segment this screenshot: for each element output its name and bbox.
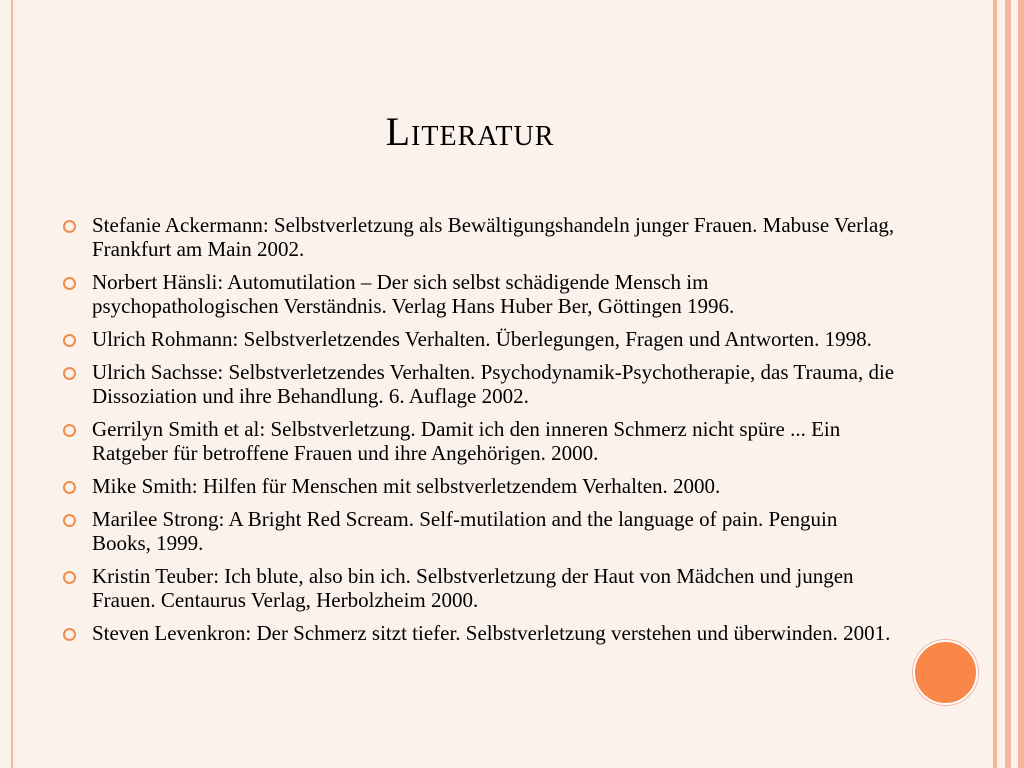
orange-circle-icon — [913, 640, 978, 705]
ring-bullet-icon — [63, 628, 76, 641]
reference-text: Stefanie Ackermann: Selbstverletzung als Bewältigungshandeln junger Frauen. Mabuse Verlag, Frankfurt am Main 2002. — [92, 213, 895, 261]
slide-title: Literatur — [385, 109, 555, 154]
ring-bullet-icon — [63, 424, 76, 437]
reference-list — [60, 213, 900, 654]
stripe — [1011, 0, 1018, 768]
reference-item — [60, 327, 900, 351]
stripe — [997, 0, 1005, 768]
reference-text: Mike Smith: Hilfen für Menschen mit selbstverletzendem Verhalten. 2000. — [92, 474, 721, 498]
reference-item — [60, 360, 900, 408]
ring-bullet-icon — [63, 514, 76, 527]
reference-item — [60, 213, 900, 261]
ring-bullet-icon — [63, 367, 76, 380]
ring-bullet-icon — [63, 571, 76, 584]
reference-text: Marilee Strong: A Bright Red Scream. Self-mutilation and the language of pain. Penguin Books, 1999. — [92, 507, 838, 555]
reference-item — [60, 474, 900, 498]
reference-text: Norbert Hänsli: Automutilation – Der sich selbst schädigende Mensch im psychopathologischen Verständnis. Verlag Hans Huber Ber, Göttingen 1996. — [92, 270, 735, 318]
reference-text: Kristin Teuber: Ich blute, also bin ich. Selbstverletzung der Haut von Mädchen und jungen Frauen. Centaurus Verlag, Herbolzheim 2000. — [92, 564, 854, 612]
ring-bullet-icon — [63, 481, 76, 494]
reference-text: Ulrich Sachsse: Selbstverletzendes Verhalten. Psychodynamik-Psychotherapie, das Trauma, die Dissoziation und ihre Behandlung. 6. Auflage 2002. — [92, 360, 895, 408]
reference-item — [60, 507, 900, 555]
reference-text: Gerrilyn Smith et al: Selbstverletzung. Damit ich den inneren Schmerz nicht spüre ... Ein Ratgeber für betroffene Frauen und ihre Angehörigen. 2000. — [92, 417, 841, 465]
reference-item — [60, 270, 900, 318]
ring-bullet-icon — [63, 220, 76, 233]
reference-text: Ulrich Rohmann: Selbstverletzendes Verhalten. Überlegungen, Fragen und Antworten. 1998. — [92, 327, 872, 351]
ring-bullet-icon — [63, 277, 76, 290]
reference-item — [60, 564, 900, 612]
reference-text: Steven Levenkron: Der Schmerz sitzt tiefer. Selbstverletzung verstehen und überwinden. 2001. — [92, 621, 891, 645]
reference-item — [60, 621, 900, 645]
ring-bullet-icon — [63, 334, 76, 347]
stripe — [1018, 0, 1024, 768]
right-decorative-stripes — [984, 0, 1024, 768]
stripe — [984, 0, 993, 768]
reference-item — [60, 417, 900, 465]
